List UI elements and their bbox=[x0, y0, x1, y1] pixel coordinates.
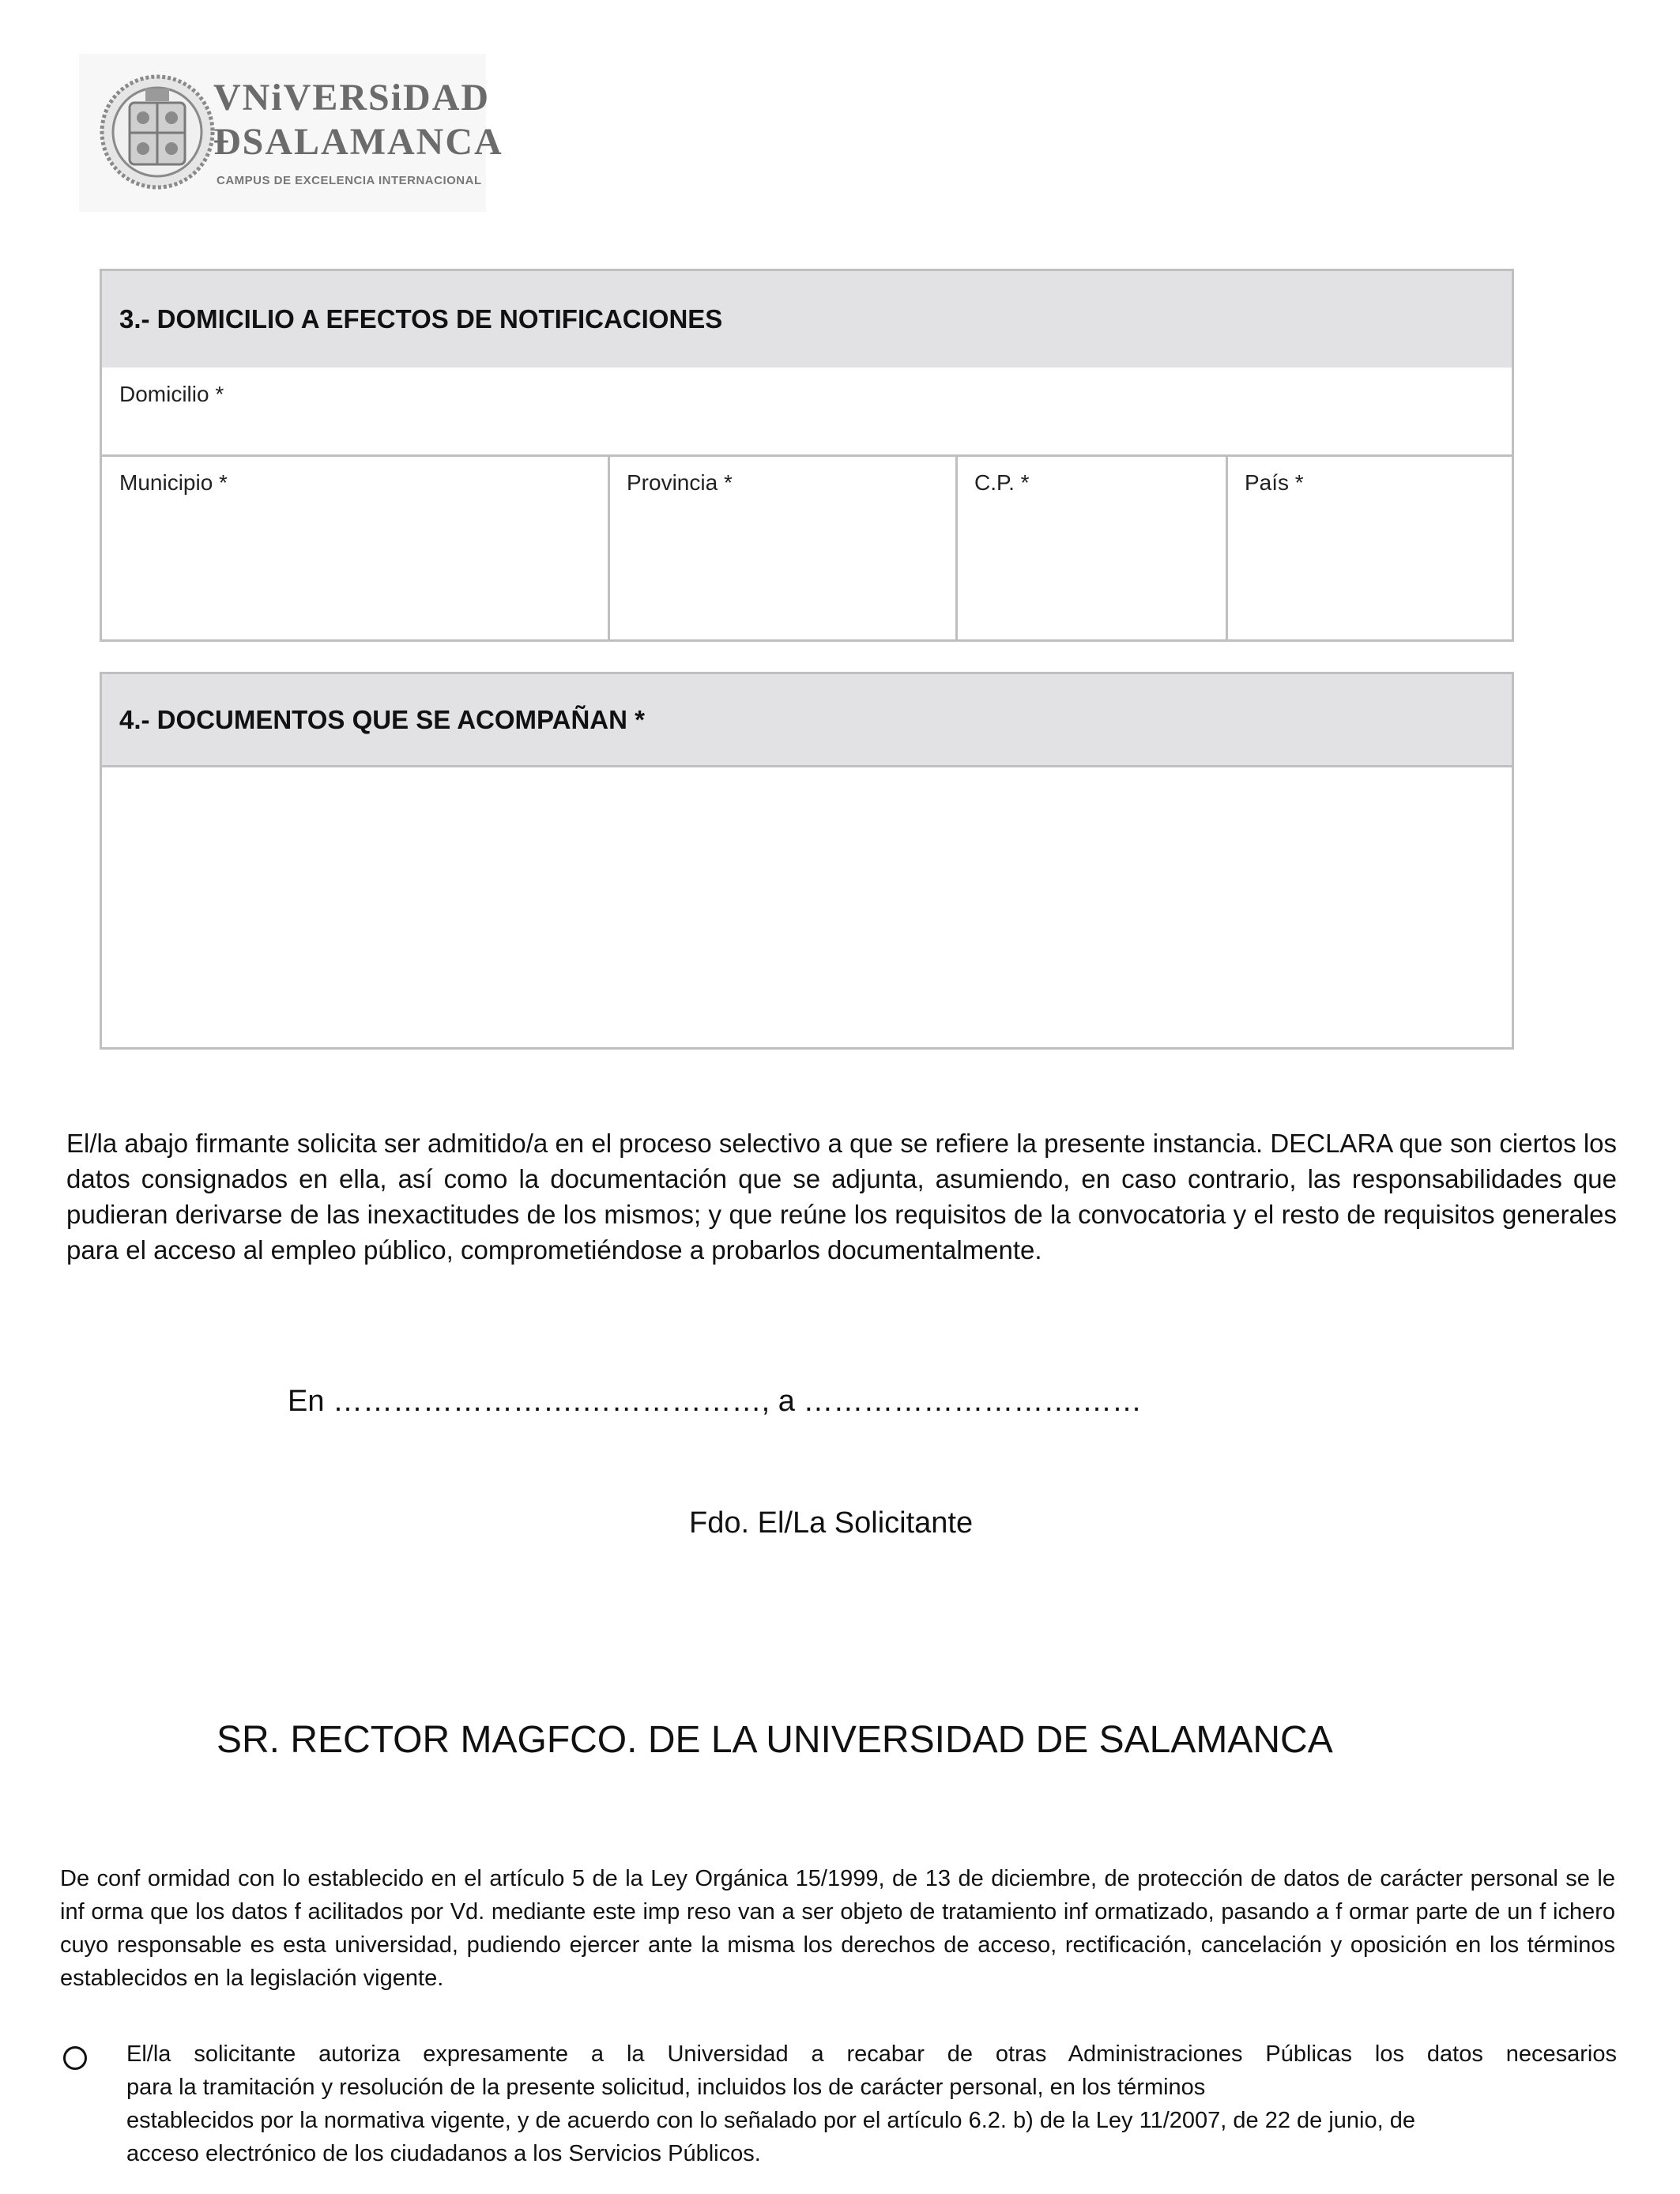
consent-text bbox=[126, 2038, 1617, 2170]
section-3-divider bbox=[102, 454, 1512, 457]
column-divider bbox=[1226, 454, 1228, 639]
consent-radio-button[interactable] bbox=[63, 2046, 87, 2070]
section-4-title: 4.- DOCUMENTOS QUE SE ACOMPAÑAN * bbox=[102, 674, 1512, 767]
domicilio-field-label: Domicilio * bbox=[119, 382, 224, 406]
municipio-field-label: Municipio * bbox=[119, 470, 228, 495]
consent-text-line: El/la solicitante autoriza expresamente a la Universidad a recabar de otras Administraciones Públicas los datos necesarios bbox=[126, 2041, 1617, 2067]
logo-tagline: CAMPUS DE EXCELENCIA INTERNACIONAL bbox=[217, 174, 482, 187]
column-divider bbox=[608, 454, 610, 639]
consent-text-line: establecidos por la normativa vigente, y de acuerdo con lo señalado por el artículo 6.2. b) de la Ley 11/2007, de 22 de junio, de bbox=[126, 2108, 1415, 2133]
place-date-line: En …………………….………………, a ……………………….…… bbox=[288, 1385, 1142, 1418]
column-divider bbox=[955, 454, 958, 639]
addressee-heading: SR. RECTOR MAGFCO. DE LA UNIVERSIDAD DE SALAMANCA bbox=[217, 1719, 1333, 1761]
university-seal-icon bbox=[98, 73, 217, 191]
pais-field-label: País * bbox=[1245, 470, 1304, 495]
data-protection-notice: De conf ormidad con lo establecido en el artículo 5 de la Ley Orgánica 15/1999, de 13 de diciembre, de protección de datos de carácter personal se le inf orma que los datos f acilitados por Vd. mediante este imp reso van a ser objeto de tratamiento inf ormatizado, pasando a f ormar parte de un f ichero cuyo responsable es esta universidad, pudiendo ejercer ante la misma los derechos de acceso, rectificación, cancelación y oposición en los términos establecidos en la legislación vigente. bbox=[60, 1866, 1615, 1991]
logo-name-line-2: ÐSALAMANCA bbox=[213, 121, 503, 163]
provincia-field-label: Provincia * bbox=[627, 470, 733, 495]
attached-documents-section bbox=[100, 672, 1514, 1050]
consent-text-line: para la tramitación y resolución de la presente solicitud, incluidos los de carácter personal, en los términos bbox=[126, 2075, 1206, 2100]
university-logo bbox=[79, 54, 503, 212]
consent-text-line: acceso electrónico de los ciudadanos a los Servicios Públicos. bbox=[126, 2141, 761, 2166]
cp-field-label: C.P. * bbox=[974, 470, 1030, 495]
section-3-title: 3.- DOMICILIO A EFECTOS DE NOTIFICACIONES bbox=[102, 271, 1512, 368]
logo-name-line-1: VNiVERSiDAD bbox=[213, 77, 491, 119]
notification-address-section bbox=[100, 269, 1514, 642]
signature-label: Fdo. El/La Solicitante bbox=[689, 1506, 974, 1540]
declaration-paragraph: El/la abajo firmante solicita ser admitido/a en el proceso selectivo a que se refiere la presente instancia. DECLARA que son ciertos los datos consignados en ella, así como la documentación que se adjunta, asumiendo, en caso contrario, las responsabilidades que pudieran derivarse de las inexactitudes de los mismos; y que reúne los requisitos de la convocatoria y el resto de requisitos generales para el acceso al empleo público, comprometiéndose a probarlos documentalmente. bbox=[66, 1129, 1617, 1265]
